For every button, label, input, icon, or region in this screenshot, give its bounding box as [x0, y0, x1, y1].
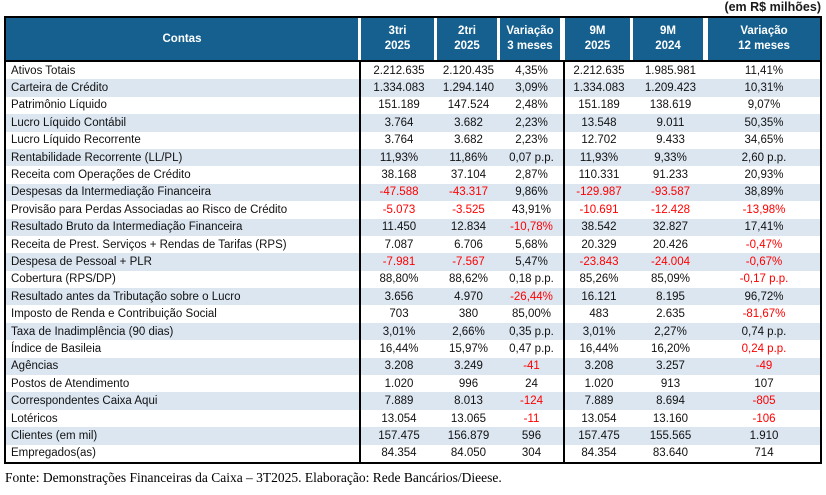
- row-label: Rentabilidade Recorrente (LL/PL): [6, 149, 361, 166]
- cell-value: 8.694: [656, 395, 685, 408]
- column-header-3tri-2025: [361, 18, 437, 60]
- table-row: [6, 97, 820, 114]
- row-label: Receita com Operações de Crédito: [6, 166, 361, 183]
- cell-value: 7.889: [384, 395, 414, 408]
- cell-value: -11: [500, 410, 565, 427]
- cell-value: -26,44%: [500, 288, 565, 305]
- cell-value: 714: [754, 447, 774, 460]
- cell-value: 483: [589, 308, 609, 321]
- table-row: [6, 236, 820, 253]
- table-row: [6, 445, 820, 462]
- cell-value: 10,31%: [744, 82, 784, 95]
- table-row: [6, 219, 820, 236]
- cell-value: -10,78%: [500, 219, 565, 236]
- cell-value: 20.426: [652, 238, 689, 251]
- row-label: Resultado Bruto da Intermediação Financeira: [6, 219, 361, 236]
- cell-value: -23.843: [579, 255, 619, 268]
- row-label: Patrimônio Líquido: [6, 97, 361, 114]
- row-label: Resultado antes da Tributação sobre o Lucro: [6, 288, 361, 305]
- cell-value: 85,09%: [650, 273, 690, 286]
- cell-value: 38,89%: [744, 186, 784, 199]
- cell-value: 147.524: [447, 99, 490, 112]
- cell-value: -3.525: [452, 203, 485, 216]
- table-row: [6, 62, 820, 79]
- source-note: Fonte: Demonstrações Financeiras da Caixa – 3T2025. Elaboração: Rede Bancários/Dieese.: [5, 470, 502, 485]
- row-label: Ativos Totais: [6, 62, 361, 79]
- cell-value: 32.827: [652, 221, 689, 234]
- cell-value: 996: [458, 377, 479, 390]
- row-label: Empregados(as): [6, 445, 361, 462]
- cell-value: 380: [458, 308, 479, 321]
- cell-value: 16.121: [581, 290, 617, 303]
- cell-value: -7.981: [382, 255, 416, 268]
- cell-value: 151.189: [578, 99, 620, 112]
- table-row: [6, 427, 820, 444]
- cell-value: 2,66%: [452, 325, 485, 338]
- row-label: Índice de Basileia: [6, 340, 361, 357]
- cell-value: 1.020: [384, 377, 414, 390]
- cell-value: 596: [500, 427, 565, 444]
- cell-value: 1.334.083: [573, 82, 625, 95]
- row-label: Cobertura (RPS/DP): [6, 271, 361, 288]
- cell-value: 2.635: [656, 308, 685, 321]
- cell-value: 1.910: [749, 429, 779, 442]
- cell-value: 12.834: [450, 221, 487, 234]
- cell-value: 20.329: [581, 238, 617, 251]
- units-label: (em R$ milhões): [724, 0, 821, 14]
- table-row: [6, 184, 820, 201]
- cell-value: -0,67%: [745, 255, 783, 268]
- cell-value: 157.475: [578, 429, 620, 442]
- cell-value: 0,24 p.p.: [741, 342, 787, 355]
- cell-value: 2.120.435: [442, 64, 495, 77]
- cell-value: 0,18 p.p.: [500, 271, 565, 288]
- cell-value: 8.013: [454, 395, 483, 408]
- cell-value: 2,60 p.p.: [741, 151, 787, 164]
- table-row: [6, 149, 820, 166]
- cell-value: -124: [500, 392, 565, 409]
- column-header-line2: 3 meses: [507, 40, 553, 52]
- table-row: [6, 253, 820, 270]
- cell-value: 96,72%: [744, 290, 784, 303]
- cell-value: -0,47%: [745, 238, 783, 251]
- cell-value: -10.691: [579, 203, 619, 216]
- cell-value: 9.433: [656, 134, 685, 147]
- table-row: [6, 201, 820, 218]
- row-label: Despesas da Intermediação Financeira: [6, 184, 361, 201]
- cell-value: 13.054: [381, 412, 417, 425]
- column-header-line2: 2025: [454, 40, 480, 52]
- cell-value: 3.764: [384, 116, 414, 129]
- cell-value: 0,47 p.p.: [500, 340, 565, 357]
- cell-value: -0,17 p.p.: [739, 273, 789, 286]
- cell-value: 5,68%: [500, 236, 565, 253]
- cell-value: 20,93%: [744, 169, 784, 182]
- cell-value: 3.249: [454, 360, 483, 373]
- cell-value: 84.050: [450, 447, 487, 460]
- cell-value: 3,01%: [582, 325, 616, 338]
- financial-table: [4, 16, 822, 464]
- cell-value: 84.354: [381, 447, 417, 460]
- cell-value: 2.212.635: [573, 64, 625, 77]
- cell-value: 85,00%: [500, 305, 565, 322]
- cell-value: 34,65%: [744, 134, 784, 147]
- cell-value: 0,74 p.p.: [741, 325, 787, 338]
- cell-value: 88,62%: [448, 273, 488, 286]
- column-header-line2: 2025: [584, 40, 611, 52]
- cell-value: 4,35%: [500, 62, 565, 79]
- cell-value: -13,98%: [742, 203, 786, 216]
- cell-value: 24: [500, 375, 565, 392]
- column-header-2tri-2025: [437, 18, 500, 60]
- cell-value: 1.334.083: [373, 82, 425, 95]
- row-label: Receita de Prest. Serviços + Rendas de Tarifas (RPS): [6, 236, 361, 253]
- column-header-contas: [6, 18, 361, 60]
- column-header-line1: 3tri: [388, 25, 407, 38]
- cell-value: 9,33%: [654, 151, 687, 164]
- table-row: [6, 271, 820, 288]
- cell-value: 2,23%: [500, 132, 565, 149]
- cell-value: 13.054: [581, 412, 617, 425]
- table-row: [6, 358, 820, 375]
- table-header-row: [6, 18, 820, 62]
- cell-value: 9.011: [656, 116, 685, 129]
- column-header-variacao-3-meses: [500, 18, 565, 60]
- cell-value: 3.208: [584, 360, 614, 373]
- cell-value: 15,97%: [448, 342, 488, 355]
- cell-value: 13.160: [652, 412, 689, 425]
- cell-value: 50,35%: [744, 116, 784, 129]
- cell-value: -47.588: [379, 186, 419, 199]
- table-row: [6, 114, 820, 131]
- cell-value: 0,35 p.p.: [500, 323, 565, 340]
- cell-value: 2,87%: [500, 166, 565, 183]
- cell-value: 11,93%: [379, 151, 419, 164]
- cell-value: 3.208: [384, 360, 414, 373]
- column-header-line2: 12 meses: [738, 40, 790, 52]
- cell-value: 2,27%: [654, 325, 687, 338]
- cell-value: 38.542: [581, 221, 617, 234]
- cell-value: 6.706: [454, 238, 483, 251]
- table-row: [6, 410, 820, 427]
- cell-value: 8.195: [656, 290, 685, 303]
- cell-value: 16,44%: [579, 342, 619, 355]
- cell-value: 91.233: [652, 169, 689, 182]
- cell-value: 38.168: [381, 169, 417, 182]
- column-header-line1: Variação: [740, 25, 788, 38]
- table-row: [6, 305, 820, 322]
- cell-value: 138.619: [649, 99, 692, 112]
- cell-value: 11,93%: [579, 151, 619, 164]
- row-label: Correspondentes Caixa Aqui: [6, 392, 361, 409]
- cell-value: 13.065: [450, 412, 487, 425]
- cell-value: 3.257: [656, 360, 685, 373]
- row-label: Lotéricos: [6, 410, 361, 427]
- column-header-line1: 9M: [589, 25, 606, 38]
- cell-value: 9,07%: [747, 99, 781, 112]
- row-label: Taxa de Inadimplência (90 dias): [6, 323, 361, 340]
- cell-value: 1.209.423: [644, 82, 697, 95]
- cell-value: 37.104: [450, 169, 487, 182]
- column-header-line1: Contas: [162, 32, 202, 45]
- cell-value: 11,41%: [744, 64, 784, 77]
- row-label: Despesa de Pessoal + PLR: [6, 253, 361, 270]
- cell-value: 88,80%: [379, 273, 419, 286]
- column-header-9m-2025: [565, 18, 633, 60]
- row-label: Clientes (em mil): [6, 427, 361, 444]
- row-label: Provisão para Perdas Associadas ao Risco de Crédito: [6, 201, 361, 218]
- cell-value: 2,23%: [500, 114, 565, 131]
- cell-value: 0,07 p.p.: [500, 149, 565, 166]
- cell-value: 156.879: [447, 429, 490, 442]
- cell-value: 7.087: [384, 238, 414, 251]
- column-header-variacao-12-meses: [708, 18, 820, 60]
- cell-value: 3,01%: [382, 325, 416, 338]
- column-header-line1: Variação: [506, 25, 554, 38]
- table-row: [6, 392, 820, 409]
- table-row: [6, 79, 820, 96]
- cell-value: 12.702: [581, 134, 617, 147]
- cell-value: 2,48%: [500, 97, 565, 114]
- cell-value: 1.020: [584, 377, 614, 390]
- column-header-9m-2024: [633, 18, 708, 60]
- cell-value: 2.212.635: [373, 64, 425, 77]
- cell-value: 3.764: [384, 134, 414, 147]
- table-body: [6, 62, 820, 462]
- cell-value: 3.656: [384, 290, 414, 303]
- cell-value: -106: [752, 412, 776, 425]
- cell-value: -12.428: [650, 203, 690, 216]
- cell-value: -43.317: [448, 186, 488, 199]
- table-row: [6, 132, 820, 149]
- cell-value: 107: [754, 377, 774, 390]
- column-header-line1: 9M: [660, 25, 676, 38]
- cell-value: 9,86%: [500, 184, 565, 201]
- cell-value: -49: [755, 360, 773, 373]
- row-label: Lucro Líquido Contábil: [6, 114, 361, 131]
- cell-value: 16,44%: [379, 342, 419, 355]
- cell-value: -129.987: [576, 186, 622, 199]
- cell-value: -93.587: [650, 186, 690, 199]
- cell-value: 110.331: [578, 169, 620, 182]
- cell-value: 7.889: [584, 395, 614, 408]
- row-label: Lucro Líquido Recorrente: [6, 132, 361, 149]
- cell-value: 304: [500, 445, 565, 462]
- cell-value: -805: [752, 395, 776, 408]
- cell-value: 43,91%: [500, 201, 565, 218]
- table-row: [6, 323, 820, 340]
- cell-value: 151.189: [378, 99, 420, 112]
- cell-value: -7.567: [452, 255, 485, 268]
- cell-value: 11,86%: [449, 151, 488, 164]
- cell-value: -41: [500, 358, 565, 375]
- cell-value: 157.475: [378, 429, 420, 442]
- cell-value: 16,20%: [650, 342, 690, 355]
- cell-value: 155.565: [649, 429, 692, 442]
- row-label: Imposto de Renda e Contribuição Social: [6, 305, 361, 322]
- cell-value: 11.450: [381, 221, 417, 234]
- table-row: [6, 340, 820, 357]
- cell-value: 85,26%: [579, 273, 619, 286]
- cell-value: 703: [389, 308, 409, 321]
- column-header-line2: 2024: [655, 40, 681, 52]
- cell-value: 83.640: [652, 447, 689, 460]
- cell-value: 13.548: [581, 116, 617, 129]
- row-label: Agências: [6, 358, 361, 375]
- cell-value: -81,67%: [742, 308, 786, 321]
- cell-value: 913: [660, 377, 681, 390]
- cell-value: 17,41%: [744, 221, 784, 234]
- cell-value: -24.004: [650, 255, 690, 268]
- cell-value: 4.970: [454, 290, 483, 303]
- cell-value: 5,47%: [500, 253, 565, 270]
- cell-value: -5.073: [382, 203, 416, 216]
- table-row: [6, 375, 820, 392]
- column-header-line2: 2025: [384, 40, 411, 52]
- row-label: Carteira de Crédito: [6, 79, 361, 96]
- row-label: Postos de Atendimento: [6, 375, 361, 392]
- cell-value: 1.985.981: [644, 64, 697, 77]
- cell-value: 3,09%: [500, 79, 565, 96]
- cell-value: 84.354: [581, 447, 617, 460]
- cell-value: 3.682: [454, 134, 483, 147]
- table-row: [6, 288, 820, 305]
- table-row: [6, 166, 820, 183]
- cell-value: 1.294.140: [442, 82, 495, 95]
- cell-value: 3.682: [454, 116, 483, 129]
- column-header-line1: 2tri: [458, 25, 476, 38]
